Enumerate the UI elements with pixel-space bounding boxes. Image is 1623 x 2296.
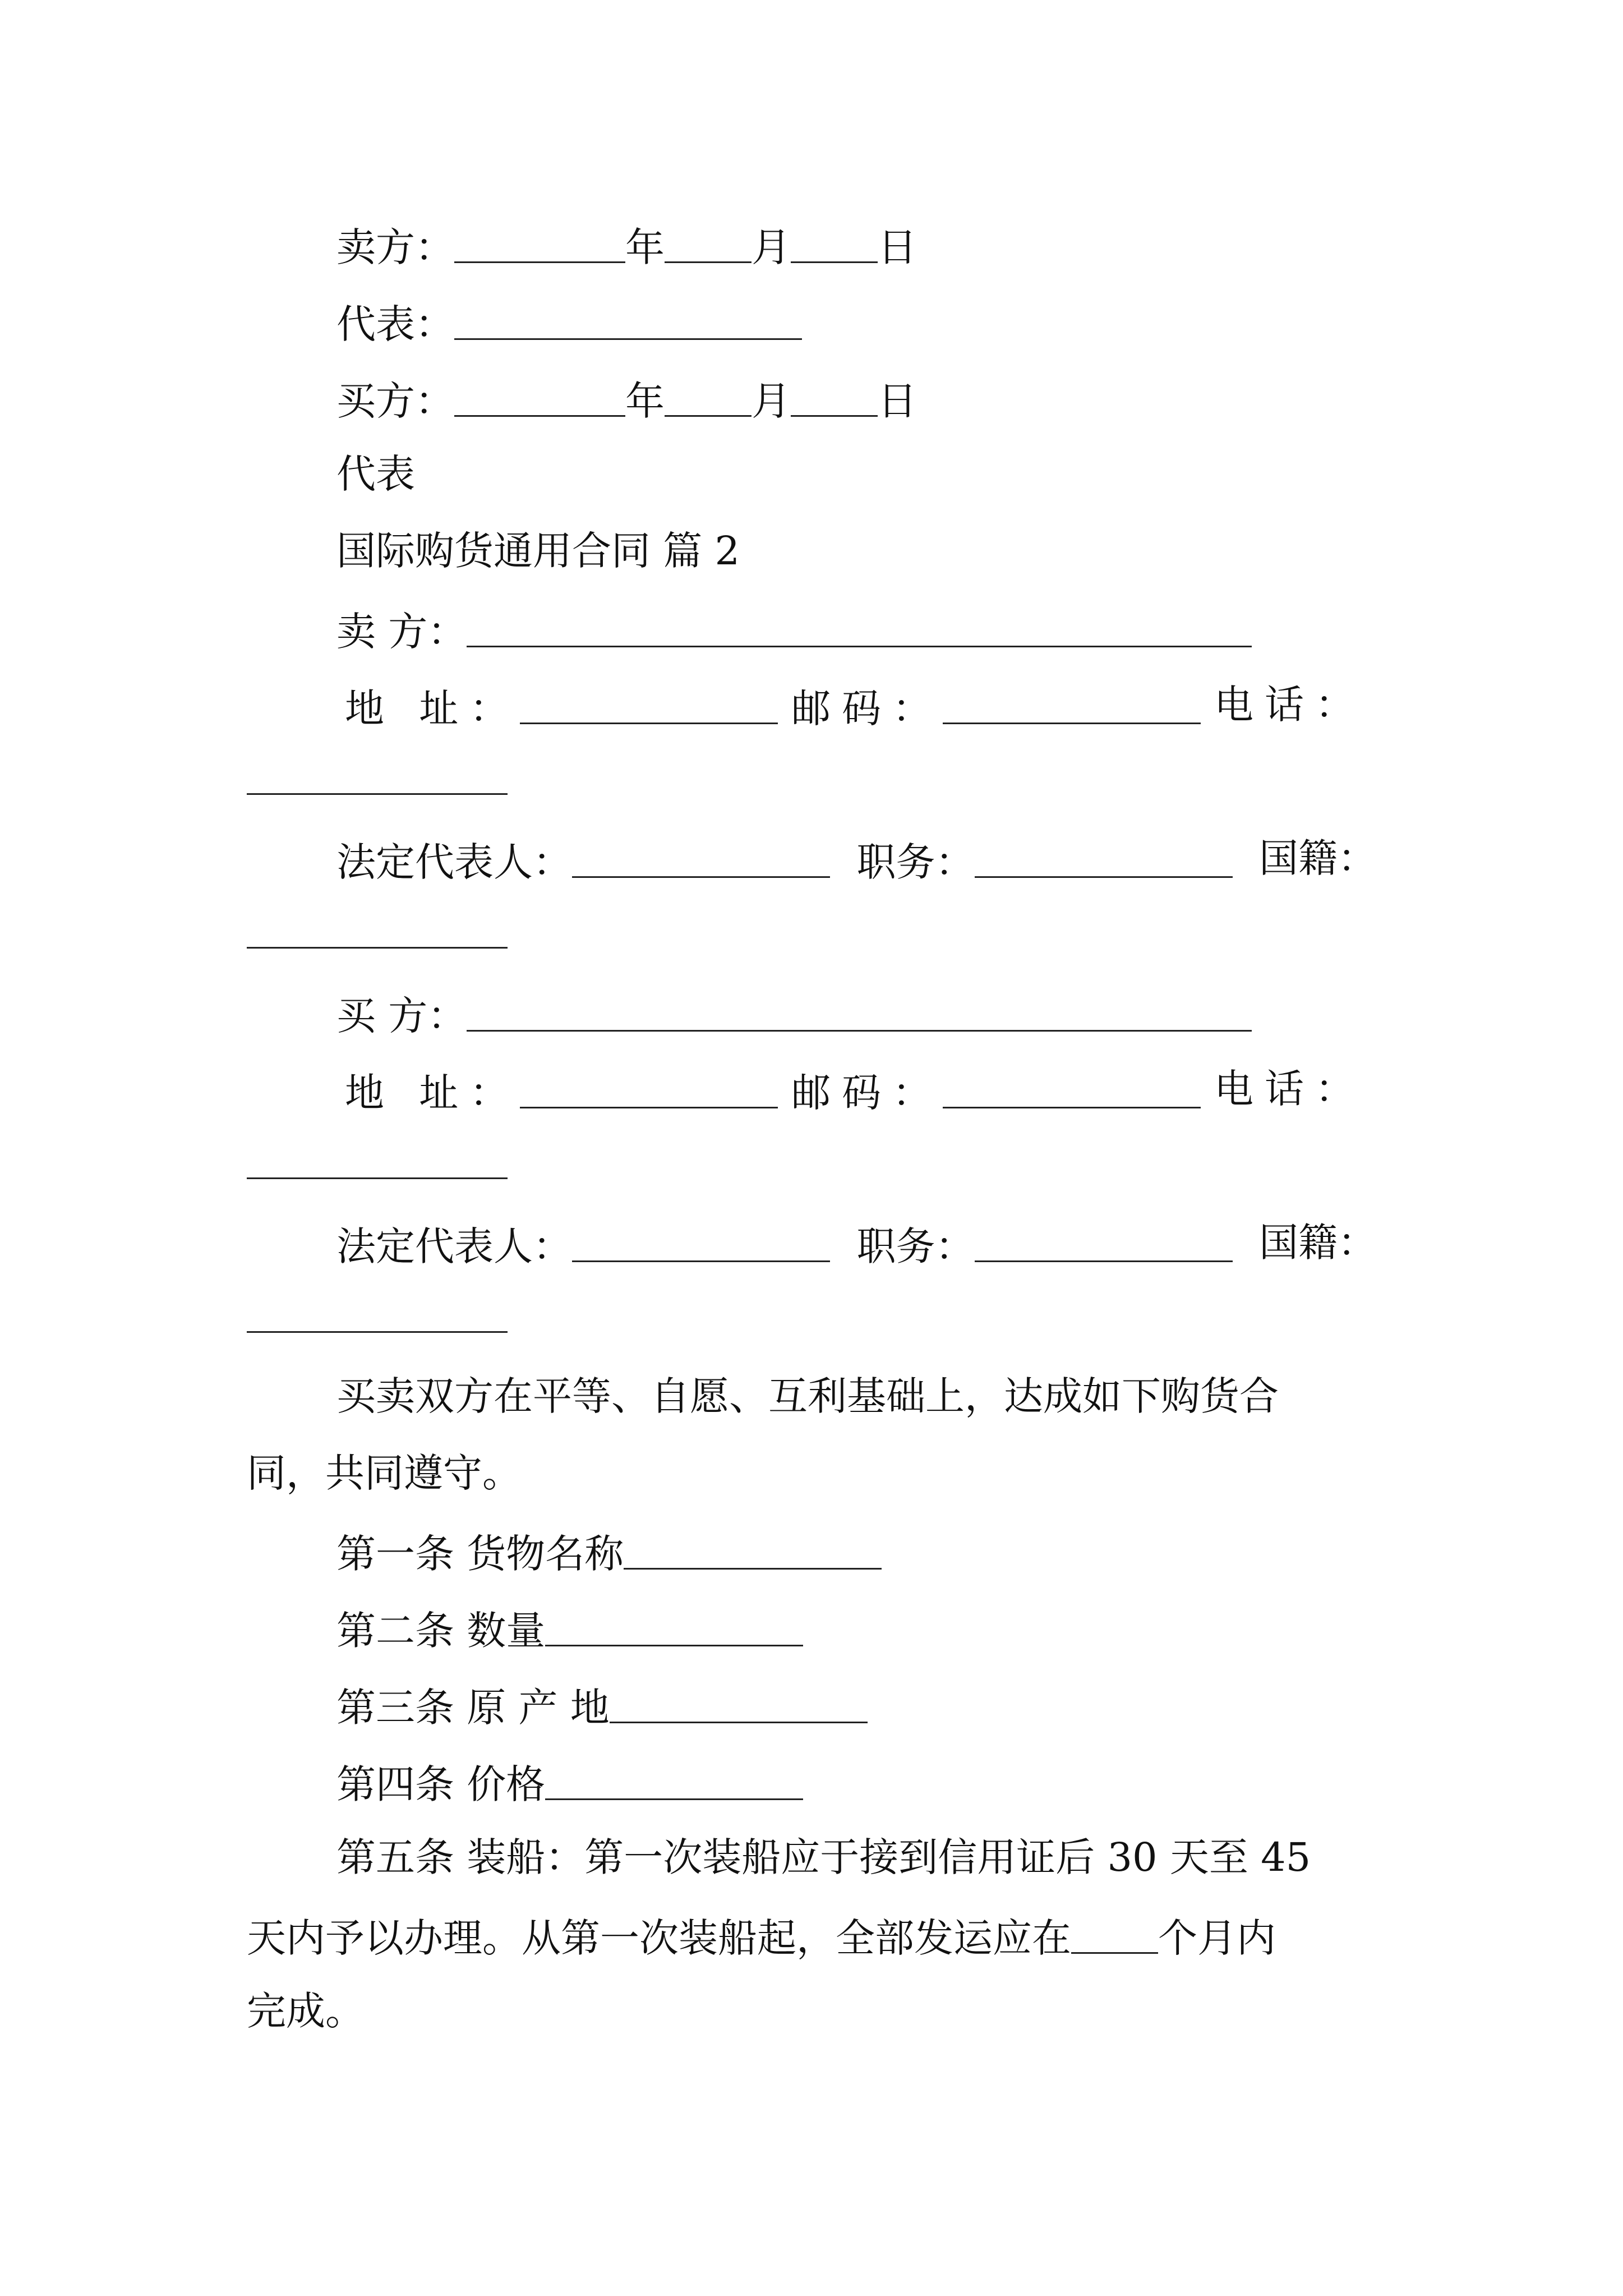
representative-2-label: 代表 <box>336 451 415 497</box>
party-seller-blank[interactable] <box>467 601 1252 647</box>
position-blank[interactable] <box>975 831 1233 878</box>
nationality-blank[interactable] <box>247 945 508 949</box>
buyer-date-line <box>336 370 917 428</box>
nationality-label: 国籍： <box>1259 1220 1377 1266</box>
postcode-label: 邮码： <box>791 685 943 731</box>
position-label: 职务： <box>856 839 975 885</box>
article-4-label: 第四条 价格 <box>336 1761 546 1807</box>
day-label: 日 <box>878 224 917 270</box>
article-4-blank[interactable] <box>545 1754 803 1800</box>
party-seller-label: 卖 方： <box>336 609 467 655</box>
party-buyer-label: 买 方： <box>336 993 467 1039</box>
months-blank[interactable] <box>1071 1907 1158 1954</box>
article-5-line-1: 第五条 装船：第一次装船应于接到信用证后 30 天至 45 <box>336 1834 1311 1880</box>
buyer-legal-rep-line <box>336 1216 1377 1273</box>
article-1 <box>336 1523 882 1581</box>
nationality-label: 国籍： <box>1259 835 1377 881</box>
intro-text-1: 买卖双方在平等、自愿、互利基础上，达成如下购货合 <box>336 1373 1279 1419</box>
month-blank[interactable] <box>791 370 878 417</box>
legal-rep-blank[interactable] <box>572 831 830 878</box>
legal-rep-label: 法定代表人： <box>336 1223 572 1269</box>
article-3-blank[interactable] <box>610 1677 868 1723</box>
month-blank[interactable] <box>791 217 878 263</box>
buyer-label: 买方： <box>336 378 454 424</box>
buyer-address-line <box>345 1062 1366 1120</box>
article-5-text-a: 天内予以办理。从第一次装船起，全部发运应在 <box>247 1915 1071 1961</box>
seller-label: 卖方： <box>336 224 454 270</box>
phone-label: 电话： <box>1214 682 1366 728</box>
representative-line <box>336 293 802 351</box>
seller-address-line <box>345 678 1366 735</box>
article-2-label: 第二条 数量 <box>336 1608 546 1654</box>
address-blank[interactable] <box>520 678 778 724</box>
postcode-label: 邮码： <box>791 1070 943 1116</box>
article-1-label: 第一条 货物名称 <box>336 1531 624 1577</box>
article-5-text-b: 个月内 <box>1158 1915 1276 1961</box>
legal-rep-label: 法定代表人： <box>336 839 572 885</box>
nationality-blank[interactable] <box>247 1329 508 1333</box>
article-2-blank[interactable] <box>545 1600 803 1646</box>
position-blank[interactable] <box>975 1216 1233 1262</box>
article-2 <box>336 1600 803 1658</box>
section-title: 国际购货通用合同 篇 2 <box>336 528 740 574</box>
party-buyer-line <box>336 985 1252 1043</box>
article-5-line-3: 完成。 <box>247 1988 365 2034</box>
phone-blank[interactable] <box>247 791 508 795</box>
position-label: 职务： <box>856 1223 975 1269</box>
month-label: 月 <box>751 224 791 270</box>
address-label: 地 址： <box>345 1070 520 1116</box>
article-5-line-2 <box>247 1907 1276 1965</box>
day-label: 日 <box>878 378 917 424</box>
seller-legal-rep-line <box>336 831 1377 889</box>
year-label: 年 <box>625 378 665 424</box>
article-1-blank[interactable] <box>624 1523 882 1570</box>
intro-line-2: 同，共同遵守。 <box>247 1450 522 1496</box>
intro-line-1 <box>336 1369 1377 1423</box>
seller-blank[interactable] <box>454 217 625 263</box>
article-4 <box>336 1754 803 1811</box>
seller-date-line <box>336 217 917 274</box>
representative-label: 代表： <box>336 301 454 347</box>
party-seller-line <box>336 601 1252 659</box>
phone-label: 电话： <box>1214 1066 1366 1112</box>
legal-rep-blank[interactable] <box>572 1216 830 1262</box>
address-blank[interactable] <box>520 1062 778 1108</box>
party-buyer-blank[interactable] <box>467 985 1252 1032</box>
article-3 <box>336 1677 868 1734</box>
year-blank[interactable] <box>665 370 751 417</box>
article-3-label: 第三条 原 产 地 <box>336 1685 610 1731</box>
year-blank[interactable] <box>665 217 751 263</box>
representative-blank[interactable] <box>454 293 802 340</box>
year-label: 年 <box>625 224 665 270</box>
address-label: 地 址： <box>345 685 520 731</box>
postcode-blank[interactable] <box>943 1062 1201 1108</box>
buyer-blank[interactable] <box>454 370 625 417</box>
month-label: 月 <box>751 378 791 424</box>
postcode-blank[interactable] <box>943 678 1201 724</box>
phone-blank[interactable] <box>247 1175 508 1179</box>
